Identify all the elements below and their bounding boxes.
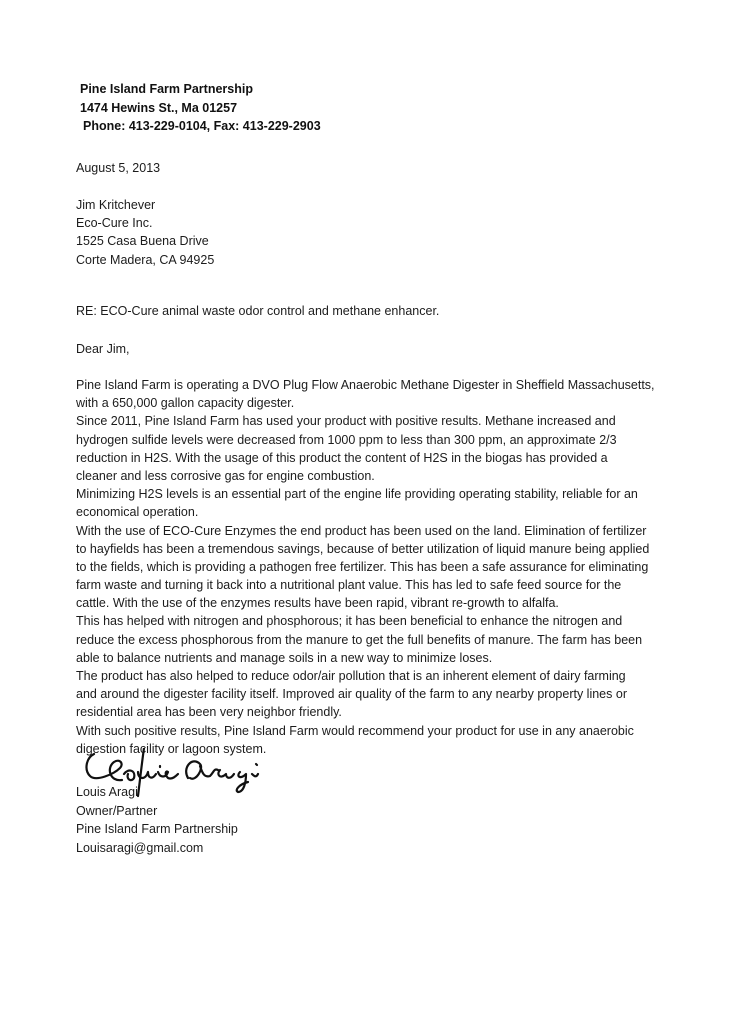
body-line: farm waste and turning it back into a nutritional plant value. This has led to safe feed source for the	[76, 578, 622, 593]
closing-title: Owner/Partner	[76, 803, 158, 818]
closing-name: Louis Aragi	[76, 785, 138, 799]
recipient-name: Jim Kritchever	[76, 198, 156, 212]
body-line: cleaner and less corrosive gas for engine combustion.	[76, 468, 375, 483]
letterhead-company-name: Pine Island Farm Partnership	[80, 82, 253, 96]
salutation: Dear Jim,	[76, 342, 130, 356]
body-line: The product has also helped to reduce odor/air pollution that is an inherent element of dairy farming	[76, 669, 626, 683]
closing-block	[76, 783, 238, 857]
closing-email: Louisaragi@gmail.com	[76, 840, 204, 855]
body-line: residential area has been very neighbor friendly.	[76, 705, 342, 720]
recipient-company: Eco-Cure Inc.	[76, 216, 153, 231]
letterhead	[80, 80, 321, 136]
body-line: reduction in H2S. With the usage of this product the content of H2S in the biogas has provided a	[76, 450, 608, 465]
recipient-city-state-zip: Corte Madera, CA 94925	[76, 252, 215, 267]
body-line: Since 2011, Pine Island Farm has used your product with positive results. Methane increased and	[76, 414, 616, 429]
body-line: reduce the excess phosphorous from the manure to get the full benefits of manure. The farm has been	[76, 632, 643, 647]
closing-company: Pine Island Farm Partnership	[76, 822, 238, 836]
letter-body	[76, 376, 655, 758]
body-line: cattle. With the use of the enzymes results have been rapid, vibrant re-growth to alfalfa.	[76, 596, 559, 611]
body-line: hydrogen sulfide levels were decreased from 1000 ppm to less than 300 ppm, an approximate 2/3	[76, 432, 617, 447]
body-line: Minimizing H2S levels is an essential part of the engine life providing operating stability, reliable for an	[76, 487, 638, 502]
recipient-street: 1525 Casa Buena Drive	[76, 234, 209, 249]
letter-date: August 5, 2013	[76, 161, 161, 175]
body-line: economical operation.	[76, 505, 199, 520]
body-line: With the use of ECO-Cure Enzymes the end product has been used on the land. Elimination of fertilizer	[76, 523, 647, 538]
re-line: RE: ECO-Cure animal waste odor control and methane enhancer.	[76, 304, 440, 318]
body-line: to hayfields has been a tremendous savings, because of better utilization of liquid manure being applied	[76, 541, 650, 556]
body-line: digestion facility or lagoon system.	[76, 741, 267, 756]
body-line: with a 650,000 gallon capacity digester.	[76, 396, 295, 411]
letterhead-phone-fax: Phone: 413-229-0104, Fax: 413-229-2903	[83, 119, 321, 133]
body-line: With such positive results, Pine Island Farm would recommend your product for use in any anaerobic	[76, 723, 634, 738]
letterhead-address: 1474 Hewins St., Ma 01257	[80, 100, 238, 115]
body-line: This has helped with nitrogen and phosphorous; it has been beneficial to enhance the nitrogen and	[76, 614, 623, 629]
body-line: and around the digester facility itself. Improved air quality of the farm to any nearby property lines or	[76, 687, 627, 702]
body-line: Pine Island Farm is operating a DVO Plug Flow Anaerobic Methane Digester in Sheffield Massachusetts,	[76, 378, 655, 392]
body-line: able to balance nutrients and manage soils in a new way to minimize loses.	[76, 650, 493, 665]
recipient-address	[76, 196, 214, 269]
body-line: to the fields, which is providing a pathogen free fertilizer. This has been a safe assurance for eliminating	[76, 559, 649, 574]
